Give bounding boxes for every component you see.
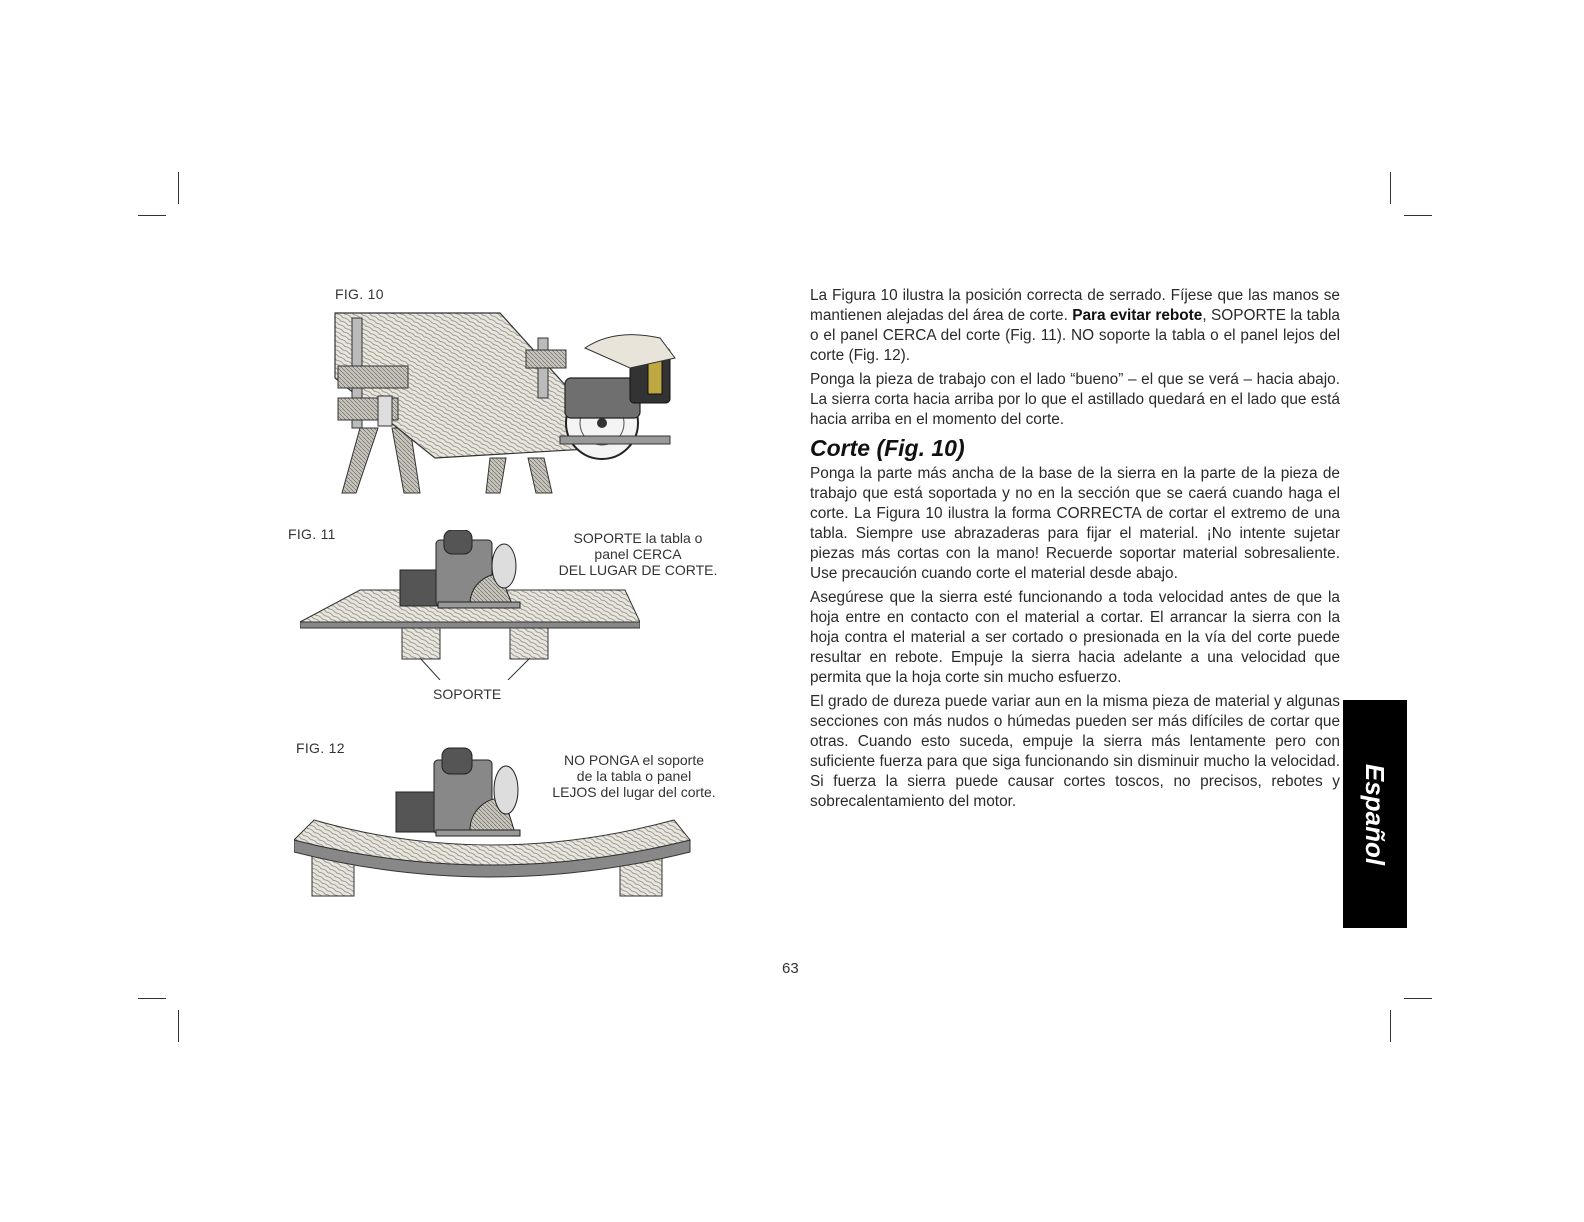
- fig11-label: FIG. 11: [288, 526, 336, 542]
- bold-text: Para evitar rebote: [1072, 307, 1203, 324]
- text-run: , SOPORTE la tabla o el panel CERCA del corte (Fig. 11). NO soporte la tabla o el panel lejos del corte (Fig. 12).: [810, 307, 1340, 364]
- crop-mark: [138, 998, 166, 999]
- caption-line: SOPORTE la tabla o: [573, 530, 703, 546]
- crop-mark: [1404, 215, 1432, 216]
- fig12-label: FIG. 12: [296, 740, 345, 756]
- fig12-caption: [544, 752, 724, 800]
- caption-line: panel CERCA: [594, 546, 682, 562]
- text-run: La Figura 10 ilustra la posición correcta de serrado. Fíjese que las manos se mantienen alejadas del área de corte.: [810, 287, 1340, 324]
- fig10-label: FIG. 10: [335, 286, 384, 302]
- fig11-caption: [548, 530, 728, 578]
- caption-line: NO PONGA el soporte: [563, 752, 705, 768]
- section-heading: Corte (Fig. 10): [810, 435, 965, 461]
- crop-mark: [138, 215, 166, 216]
- crop-mark: [178, 1010, 179, 1042]
- language-tab: [1343, 700, 1407, 928]
- fig10-illustration: [330, 308, 700, 496]
- caption-line: LEJOS del lugar del corte.: [552, 784, 716, 800]
- crop-mark: [1390, 1010, 1391, 1042]
- language-tab-label: Español: [1360, 763, 1391, 865]
- caption-line: DEL LUGAR DE CORTE.: [558, 562, 718, 578]
- body-text: [810, 286, 1340, 816]
- paragraph: El grado de dureza puede variar aun en la misma pieza de material y algunas secciones con más nudos o húmedas pueden ser más difíciles de cortar que otras. Cuando esto suceda, empuje la sierra más lentamente pero con suficiente fuerza para que siga funcionando sin disminuir mucho la velocidad. Si fuerza la sierra puede causar cortes toscos, no precisos, rebotes y sobrecalentamiento del motor.: [810, 693, 1340, 810]
- crop-mark: [1404, 998, 1432, 999]
- fig11-support-label: SOPORTE: [433, 686, 502, 702]
- paragraph: Asegúrese que la sierra esté funcionando a toda velocidad antes de que la hoja entre en contacto con el material a cortar. El arrancar la sierra con la hoja contra el material a ser cortado o presionada en la vía del corte puede resultar en rebote. Empuje la sierra hacia adelante a una velocidad que permita que la hoja corte sin mucho esfuerzo.: [810, 589, 1340, 686]
- paragraph: Ponga la pieza de trabajo con el lado “bueno” – el que se verá – hacia abajo. La sierra corta hacia arriba por lo que el astillado quedará en el lado que está hacia arriba en el momento del corte.: [810, 371, 1340, 428]
- page-number: 63: [782, 960, 799, 977]
- crop-mark: [178, 172, 179, 204]
- paragraph: [810, 286, 1340, 366]
- paragraph: Ponga la parte más ancha de la base de la sierra en la parte de la pieza de trabajo que está soportada y no en la sección que se caerá cuando haga el corte. La Figura 10 ilustra la forma CORRECTA de cortar el extremo de una tabla. Siempre use abrazaderas para fijar el material. ¡No intente sujetar piezas más cortas con la mano! Recuerde soportar material sobresaliente. Use precaución cuando corte el material desde abajo.: [810, 465, 1340, 582]
- caption-line: de la tabla o panel: [576, 768, 692, 784]
- crop-mark: [1390, 172, 1391, 204]
